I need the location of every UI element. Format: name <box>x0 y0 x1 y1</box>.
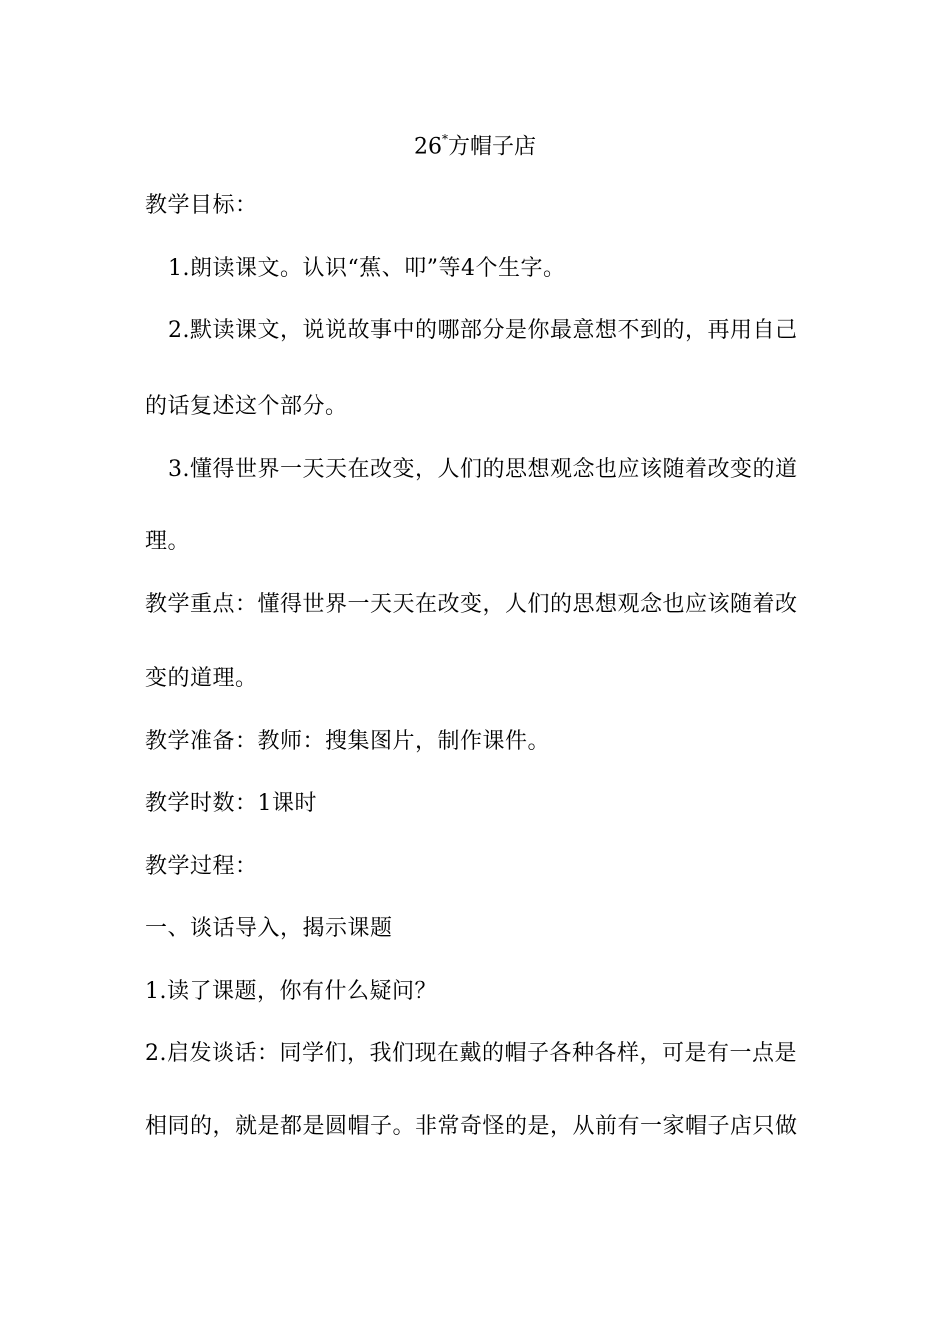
step-item-2-line-1: 2.启发谈话：同学们，我们现在戴的帽子各种各样，可是有一点是 <box>145 1041 797 1066</box>
title-number: 26 <box>413 134 442 160</box>
class-hours: 教学时数：1课时 <box>145 791 317 816</box>
preparation: 教学准备：教师：搜集图片，制作课件。 <box>145 729 551 754</box>
key-point-line-1: 教学重点：懂得世界一天天在改变，人们的思想观念也应该随着改 <box>145 592 798 617</box>
step-item-2-line-2: 相同的，就是都是圆帽子。非常奇怪的是，从前有一家帽子店只做 <box>145 1114 798 1139</box>
step-heading-1: 一、谈话导入，揭示课题 <box>145 916 393 941</box>
objective-3-line-2: 理。 <box>145 529 191 554</box>
key-point-line-2: 变的道理。 <box>145 666 258 691</box>
objective-2-line-1: 2.默读课文，说说故事中的哪部分是你最意想不到的，再用自己 <box>168 318 798 343</box>
objective-1: 1.朗读课文。认识“蕉、叩”等4个生字。 <box>168 256 566 281</box>
step-item-1: 1.读了课题，你有什么疑问？ <box>145 979 437 1004</box>
section-heading-objectives: 教学目标： <box>145 193 258 218</box>
objective-3-line-1: 3.懂得世界一天天在改变，人们的思想观念也应该随着改变的道 <box>168 457 798 482</box>
section-heading-process: 教学过程： <box>145 854 258 879</box>
title-mark: * <box>441 132 448 146</box>
title-text: 方帽子店 <box>447 134 536 160</box>
document-title <box>0 126 950 162</box>
objective-2-line-2: 的话复述这个部分。 <box>145 394 348 419</box>
